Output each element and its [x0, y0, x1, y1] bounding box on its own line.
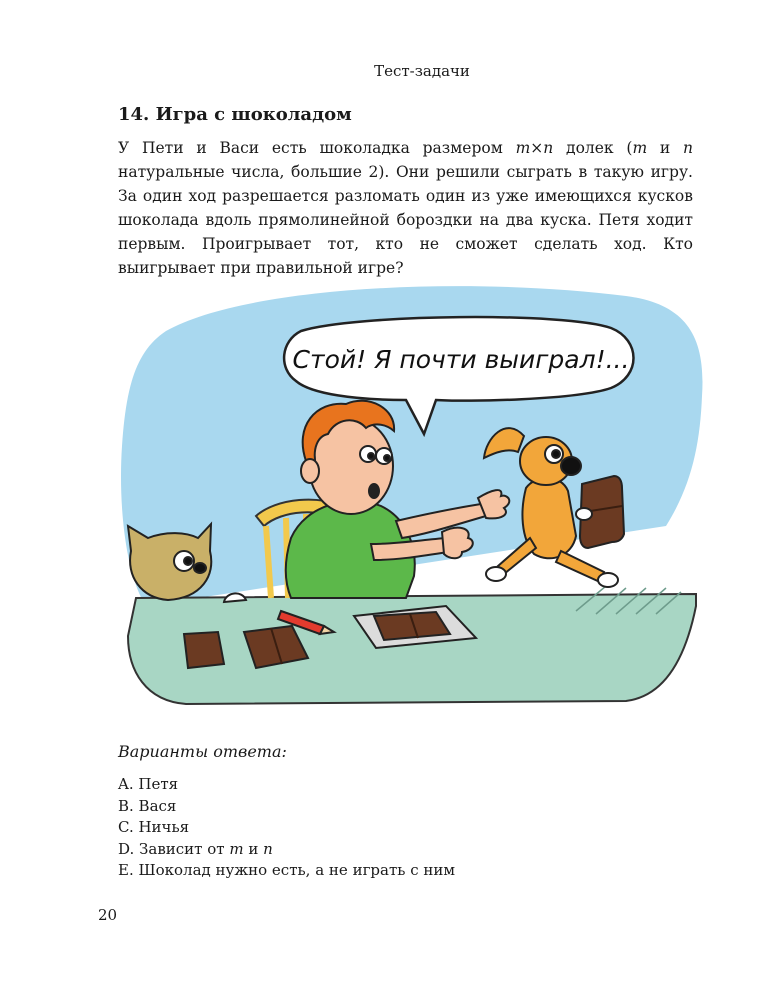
- chocolate-piece: [184, 632, 224, 668]
- dog-nose: [561, 457, 581, 475]
- dog-leg: [556, 551, 604, 582]
- dog-paw: [486, 567, 506, 581]
- answer-d-text: D. Зависит от: [118, 839, 230, 858]
- answer-options: [118, 774, 455, 882]
- chocolate-piece: [374, 612, 450, 640]
- variable-n: n: [263, 839, 273, 858]
- speech-bubble-text: Стой! Я почти выиграл!...: [292, 345, 630, 374]
- cat-paw: [224, 593, 246, 602]
- variable-n: n: [543, 139, 554, 157]
- boy-mouth: [369, 484, 379, 498]
- boy-ear: [301, 459, 319, 483]
- running-head: Тест-задачи: [374, 62, 470, 80]
- answers-heading: Варианты ответа:: [118, 742, 287, 761]
- times-sign: ×: [530, 139, 544, 157]
- variable-m: m: [229, 839, 244, 858]
- answer-option-e: E. Шоколад нужно есть, а не играть с ним: [118, 861, 456, 879]
- answer-d-and: и: [243, 839, 264, 858]
- dog-paw: [598, 573, 618, 587]
- variable-m: m: [515, 139, 531, 157]
- answer-option-b: B. Вася: [118, 796, 177, 815]
- answer-option-c: C. Ничья: [118, 818, 190, 836]
- problem-text-part: долек (: [553, 139, 633, 157]
- problem-text: [118, 136, 693, 280]
- problem-text-part: натуральные числа, большие 2). Они решили сыграть в такую игру. За один ход разрешается разломать один из уже имеющихся кусков шоколада вдоль прямолинейной бороздки на два куска. Петя ходит первым. Проигрывает тот, кто не сможет сделать ход. Кто выигрывает при правильной игре?: [118, 163, 693, 277]
- problem-title: 14. Игра с шоколадом: [118, 104, 352, 125]
- variable-m: m: [632, 139, 648, 157]
- problem-text-part: У Пети и Васи есть шоколадка размером: [118, 139, 516, 157]
- variable-n: n: [683, 139, 694, 157]
- problem-text-part: и: [647, 139, 684, 157]
- page-number: 20: [98, 906, 118, 924]
- answer-option-d: [118, 839, 455, 861]
- answer-option-a: A. Петя: [118, 775, 179, 793]
- cartoon-illustration: [106, 276, 706, 716]
